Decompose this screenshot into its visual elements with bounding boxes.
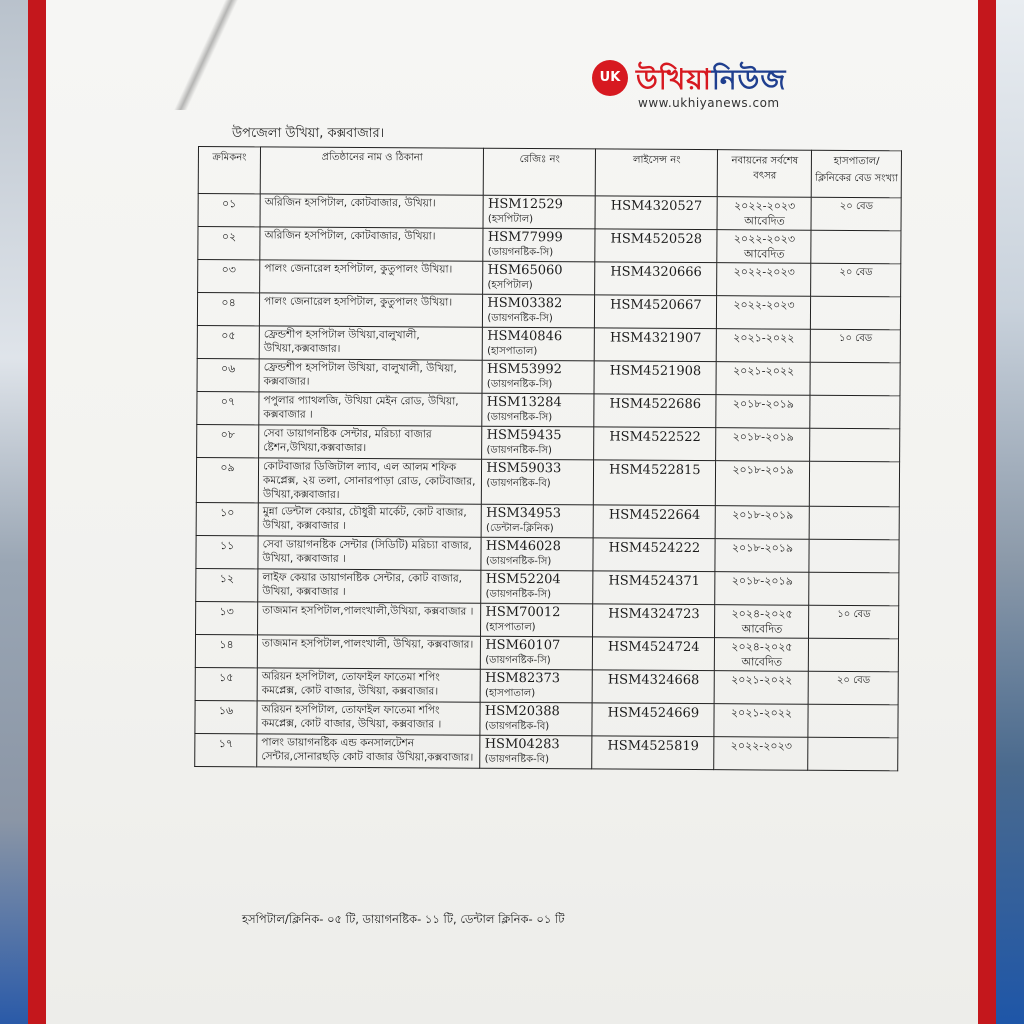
- table-row: [197, 358, 900, 395]
- table-row: [195, 733, 898, 770]
- background-right: [992, 0, 1024, 1024]
- name-address-cell: পালং জেনারেল হসপিটাল, কুতুপালং উখিয়া।: [259, 293, 482, 327]
- license-cell: [592, 736, 714, 770]
- renewal-year: ২০২১-২০২২: [730, 706, 793, 720]
- registration-number: HSM04283: [484, 736, 560, 753]
- registration-number: HSM52204: [485, 571, 561, 588]
- renewal-year: ২০২২-২০২৩: [733, 199, 796, 213]
- name-address-cell: অরিজিন হসপিটাল, কোটবাজার, উখিয়া।: [260, 227, 483, 261]
- registration-cell: [480, 669, 592, 703]
- facility-type: (ডায়গনষ্টিক-সি): [486, 411, 553, 424]
- facility-type: (ডায়গনষ্টিক-সি): [485, 654, 551, 667]
- license-cell: [594, 427, 716, 461]
- license-cell: [594, 328, 716, 362]
- license-cell: [592, 670, 714, 704]
- license-cell: [594, 394, 716, 428]
- beds-cell: [810, 362, 900, 396]
- header-license: লাইসেন্স নং: [595, 149, 717, 197]
- registration-cell: [482, 504, 594, 538]
- logo-name-part-1: উখিয়া: [636, 63, 712, 96]
- table-row: [197, 391, 900, 428]
- renewal-cell: [715, 605, 809, 639]
- registration-cell: [483, 195, 595, 229]
- license-number: HSM4320527: [610, 198, 703, 215]
- renewal-cell: [714, 704, 808, 738]
- serial-cell: ১৭: [195, 733, 257, 766]
- renewal-cell: [716, 362, 810, 396]
- registration-number: HSM82373: [485, 670, 561, 687]
- license-number: HSM4524371: [608, 573, 700, 590]
- license-cell: [593, 571, 715, 605]
- license-number: HSM4324723: [608, 606, 700, 623]
- name-address-cell: পালং জেনারেল হসপিটাল, কুতুপালং উখিয়া।: [260, 260, 483, 294]
- name-address-cell: ফ্রেন্ডশীপ হসপিটাল উখিয়া,বালুখালী, উখিয়া,কক্সবাজার।: [259, 326, 482, 360]
- license-number: HSM4324668: [607, 672, 700, 689]
- table-row: [196, 457, 899, 506]
- renewal-cell: [715, 572, 809, 606]
- renewal-cell: [714, 737, 808, 771]
- registration-cell: [482, 459, 594, 505]
- renewal-cell: [717, 263, 811, 297]
- header-serial: ক্রমিকনং: [198, 147, 260, 194]
- license-cell: [595, 229, 717, 263]
- registration-number: HSM12529: [487, 196, 564, 213]
- renewal-cell: [716, 506, 810, 540]
- facility-type: (ডায়গনষ্টিক-বি): [484, 720, 550, 733]
- header-beds: হাসপাতাল/ ক্লিনিকের বেড সংখ্যা: [812, 150, 902, 198]
- table-header-row: [198, 147, 901, 198]
- registration-number: HSM53992: [486, 361, 562, 378]
- license-number: HSM4520528: [610, 231, 703, 248]
- table-row: [195, 700, 898, 737]
- facility-type: (ডায়গনষ্টিক-বি): [486, 477, 551, 490]
- facility-type: (হসপিটাল): [487, 213, 534, 226]
- license-number: HSM4524222: [608, 540, 701, 557]
- renewal-cell: [716, 428, 810, 462]
- renewal-year: ২০২১-২০২২: [732, 364, 795, 378]
- facility-type: (ডায়গনষ্টিক-সি): [487, 246, 554, 259]
- table-row: [196, 502, 899, 539]
- beds-cell: [809, 539, 899, 573]
- serial-cell: ০৯: [196, 457, 258, 502]
- renewal-year: ২০২২-২০২৩: [733, 232, 796, 246]
- renewal-status: আবেদিত: [741, 655, 783, 669]
- name-address-cell: অরিয়ন হসপিটাল, তোফাইল ফাতেমা শপিং কমপ্লেক্স, কোট বাজার, উখিয়া, কক্সবাজার।: [257, 668, 480, 702]
- beds-cell: [811, 296, 901, 330]
- logo-badge: UK: [592, 60, 628, 96]
- license-cell: [593, 604, 715, 638]
- registration-number: HSM46028: [485, 538, 561, 555]
- renewal-status: আবেদিত: [741, 622, 783, 636]
- registration-cell: [482, 360, 594, 394]
- facility-type: (ডায়গনষ্টিক-বি): [484, 753, 550, 766]
- facility-type: (ডায়গনষ্টিক-সি): [487, 312, 553, 325]
- registration-cell: [481, 570, 593, 604]
- table-row: [198, 260, 901, 297]
- table-row: [198, 194, 901, 231]
- table-row: [197, 424, 900, 461]
- renewal-cell: [717, 230, 811, 264]
- header-registration: রেজিঃ নং: [484, 148, 596, 196]
- license-number: HSM4320666: [610, 264, 702, 281]
- license-cell: [592, 703, 714, 737]
- serial-cell: ১৬: [195, 700, 257, 733]
- registration-table: [194, 146, 902, 771]
- beds-cell: [811, 230, 901, 264]
- license-cell: [595, 262, 717, 296]
- renewal-cell: [717, 296, 811, 330]
- registration-number: HSM60107: [485, 637, 561, 654]
- license-number: HSM4522664: [608, 507, 701, 524]
- beds-cell: ১০ বেড: [809, 605, 899, 639]
- license-number: HSM4321907: [609, 330, 702, 347]
- name-address-cell: অরিজিন হসপিটাল, কোটবাজার, উখিয়া।: [260, 194, 483, 228]
- facility-type: (ডায়গনষ্টিক-সি): [485, 555, 552, 568]
- renewal-year: ২০২২-২০২৩: [733, 265, 795, 279]
- renewal-year: ২০২২-২০২৩: [733, 298, 795, 312]
- serial-cell: ০১: [198, 194, 260, 227]
- facility-type: (ডায়গনষ্টিক-সি): [485, 588, 552, 601]
- renewal-year: ২০২৪-২০২৫: [731, 607, 793, 621]
- name-address-cell: সেবা ডায়াগনষ্টিক সেন্টার, মরিচ্যা বাজার ষ্টেশন,উখিয়া,কক্সবাজার।: [259, 425, 482, 459]
- table-row: [196, 601, 899, 638]
- logo-name-part-2: নিউজ: [711, 63, 787, 96]
- registration-number: HSM65060: [487, 262, 563, 279]
- registration-cell: [481, 537, 593, 571]
- registration-number: HSM34953: [486, 505, 562, 522]
- registration-number: HSM59435: [486, 427, 562, 444]
- header-name: প্রতিষ্ঠানের নাম ও ঠিকানা: [260, 147, 484, 195]
- serial-cell: ১১: [196, 535, 258, 568]
- table-row: [198, 227, 901, 264]
- license-cell: [593, 637, 715, 671]
- registration-number: HSM40846: [487, 328, 563, 345]
- license-cell: [595, 196, 717, 230]
- serial-cell: ০৬: [197, 358, 259, 391]
- name-address-cell: তাজমান হসপিটাল,পালংখালী, উখিয়া, কক্সবাজার।: [257, 635, 480, 669]
- serial-cell: ০৫: [197, 325, 259, 358]
- license-cell: [594, 460, 716, 506]
- registration-number: HSM77999: [487, 229, 563, 246]
- serial-cell: ১৫: [195, 667, 257, 700]
- serial-cell: ১৩: [196, 601, 258, 634]
- beds-cell: [810, 461, 900, 507]
- registration-cell: [483, 327, 595, 361]
- beds-cell: [808, 737, 898, 771]
- registration-cell: [482, 426, 594, 460]
- table-row: [197, 325, 900, 362]
- renewal-year: ২০২৪-২০২৫: [731, 640, 793, 654]
- serial-cell: ০২: [198, 227, 260, 260]
- beds-cell: [810, 506, 900, 540]
- logo-url: www.ukhiyanews.com: [638, 96, 780, 110]
- paper-fold: [166, 0, 246, 110]
- renewal-year: ২০১৮-২০১৯: [732, 508, 794, 522]
- background-left: [0, 0, 30, 1024]
- name-address-cell: অরিয়ন হসপিটাল, তোফাইল ফাতেমা শপিং কমপ্লেক্স, কোট বাজার, উখিয়া, কক্সবাজার ।: [257, 701, 480, 735]
- name-address-cell: কোটবাজার ডিজিটাল ল্যাব, এল আলম শফিক কমপ্লেক্স, ২য় তলা, সোনারপাড়া রোড, কোটবাজার, উখিয়া,কক্সবাজার।: [258, 458, 482, 504]
- registration-cell: [483, 261, 595, 295]
- table-row: [195, 634, 898, 671]
- renewal-year: ২০১৮-২০১৯: [732, 430, 794, 444]
- renewal-status: আবেদিত: [743, 247, 785, 261]
- registration-cell: [483, 228, 595, 262]
- renewal-cell: [715, 671, 809, 705]
- license-number: HSM4524724: [608, 639, 700, 656]
- license-number: HSM4522815: [609, 462, 701, 479]
- table-row: [196, 535, 899, 572]
- renewal-cell: [716, 395, 810, 429]
- registration-number: HSM03382: [487, 295, 563, 312]
- renewal-cell: [716, 461, 810, 507]
- renewal-status: আবেদিত: [744, 214, 785, 228]
- beds-cell: ১০ বেড: [811, 329, 901, 363]
- table-row: [196, 568, 899, 605]
- registration-cell: [481, 636, 593, 670]
- license-cell: [593, 505, 715, 539]
- renewal-cell: [715, 638, 809, 672]
- registration-number: HSM13284: [486, 394, 562, 411]
- registration-cell: [482, 393, 594, 427]
- renewal-year: ২০২১-২০২২: [733, 331, 795, 345]
- facility-type: (হাসপাতাল): [485, 621, 536, 634]
- registration-cell: [483, 294, 595, 328]
- name-address-cell: লাইফ কেয়ার ডায়াগনষ্টিক সেন্টার, কোট বাজার, উখিয়া, কক্সবাজার ।: [258, 569, 481, 603]
- name-address-cell: পপুলার প্যাথলজি, উখিয়া মেইন রোড, উখিয়া, কক্সবাজার ।: [259, 392, 482, 426]
- serial-cell: ১৪: [195, 634, 257, 667]
- facility-type: (ডেন্টাল-ক্লিনিক): [486, 522, 554, 535]
- serial-cell: ০৪: [197, 293, 259, 326]
- serial-cell: ১০: [196, 502, 258, 535]
- registration-cell: [481, 603, 593, 637]
- license-cell: [594, 361, 716, 395]
- serial-cell: ০৮: [197, 424, 259, 457]
- renewal-year: ২০১৮-২০১৯: [731, 574, 793, 588]
- beds-cell: [810, 395, 900, 429]
- beds-cell: ২০ বেড: [809, 671, 899, 705]
- serial-cell: ০৭: [197, 391, 259, 424]
- facility-type: (হসপিটাল): [487, 279, 533, 292]
- license-cell: [595, 295, 717, 329]
- facility-type: (ডায়গনষ্টিক-সি): [486, 378, 553, 391]
- beds-cell: [810, 428, 900, 462]
- license-cell: [593, 538, 715, 572]
- license-number: HSM4521908: [609, 363, 702, 380]
- beds-cell: ২০ বেড: [811, 197, 901, 231]
- header-renewal-year: নবায়নের সর্বশেষ বৎসর: [718, 150, 812, 198]
- renewal-year: ২০১৮-২০১৯: [732, 463, 794, 477]
- registration-cell: [480, 702, 592, 736]
- renewal-year: ২০২১-২০২২: [731, 673, 793, 687]
- upazila-heading: উপজেলা উখিয়া, কক্সবাজার।: [232, 126, 385, 141]
- facility-type: (হাসপাতাল): [485, 687, 536, 700]
- registration-number: HSM59033: [486, 460, 562, 477]
- name-address-cell: সেবা ডায়াগনষ্টিক সেন্টার (সিডিটি) মরিচ্যা বাজার, উখিয়া, কক্সবাজার ।: [258, 536, 481, 570]
- beds-cell: [809, 638, 899, 672]
- serial-cell: ০৩: [198, 260, 260, 293]
- beds-cell: ২০ বেড: [811, 263, 901, 297]
- registration-number: HSM20388: [484, 703, 560, 720]
- table-row: [195, 667, 898, 704]
- registration-number: HSM70012: [485, 604, 561, 621]
- renewal-year: ২০২২-২০২৩: [730, 739, 792, 753]
- name-address-cell: মুন্না ডেন্টাল কেয়ার, চৌধুরী মার্কেট, কোট বাজার, উখিয়া, কক্সবাজার ।: [258, 503, 481, 537]
- renewal-cell: [717, 197, 811, 231]
- name-address-cell: তাজমান হসপিটাল,পালংখালী,উখিয়া, কক্সবাজার ।: [258, 602, 481, 636]
- beds-cell: [809, 572, 899, 606]
- serial-cell: ১২: [196, 568, 258, 601]
- renewal-cell: [717, 329, 811, 363]
- site-logo: [592, 58, 832, 114]
- facility-type: (হাসপাতাল): [487, 345, 538, 358]
- registration-cell: [480, 735, 592, 769]
- license-number: HSM4524669: [607, 705, 700, 722]
- summary-footer: হসপিটাল/ক্লিনিক- ০৫ টি, ডায়াগনষ্টিক- ১১ টি, ডেন্টাল ক্লিনিক- ০১ টি: [242, 912, 565, 926]
- renewal-year: ২০১৮-২০১৯: [732, 397, 794, 411]
- renewal-year: ২০১৮-২০১৯: [731, 541, 794, 555]
- table-row: [197, 293, 900, 330]
- name-address-cell: ফ্রেন্ডশীপ হসপিটাল উখিয়া, বালুখালী, উখিয়া, কক্সবাজার।: [259, 359, 482, 393]
- beds-cell: [808, 704, 898, 738]
- license-number: HSM4525819: [607, 738, 699, 755]
- name-address-cell: পালং ডায়াগনষ্টিক এন্ড কনসালটেশন সেন্টার,সোনারছড়ি কোট বাজার উখিয়া,কক্সবাজার।: [257, 734, 480, 768]
- license-number: HSM4522522: [609, 429, 701, 446]
- facility-type: (ডায়গনষ্টিক-সি): [486, 444, 552, 457]
- renewal-cell: [715, 539, 809, 573]
- license-number: HSM4522686: [609, 396, 702, 413]
- license-number: HSM4520667: [610, 297, 702, 314]
